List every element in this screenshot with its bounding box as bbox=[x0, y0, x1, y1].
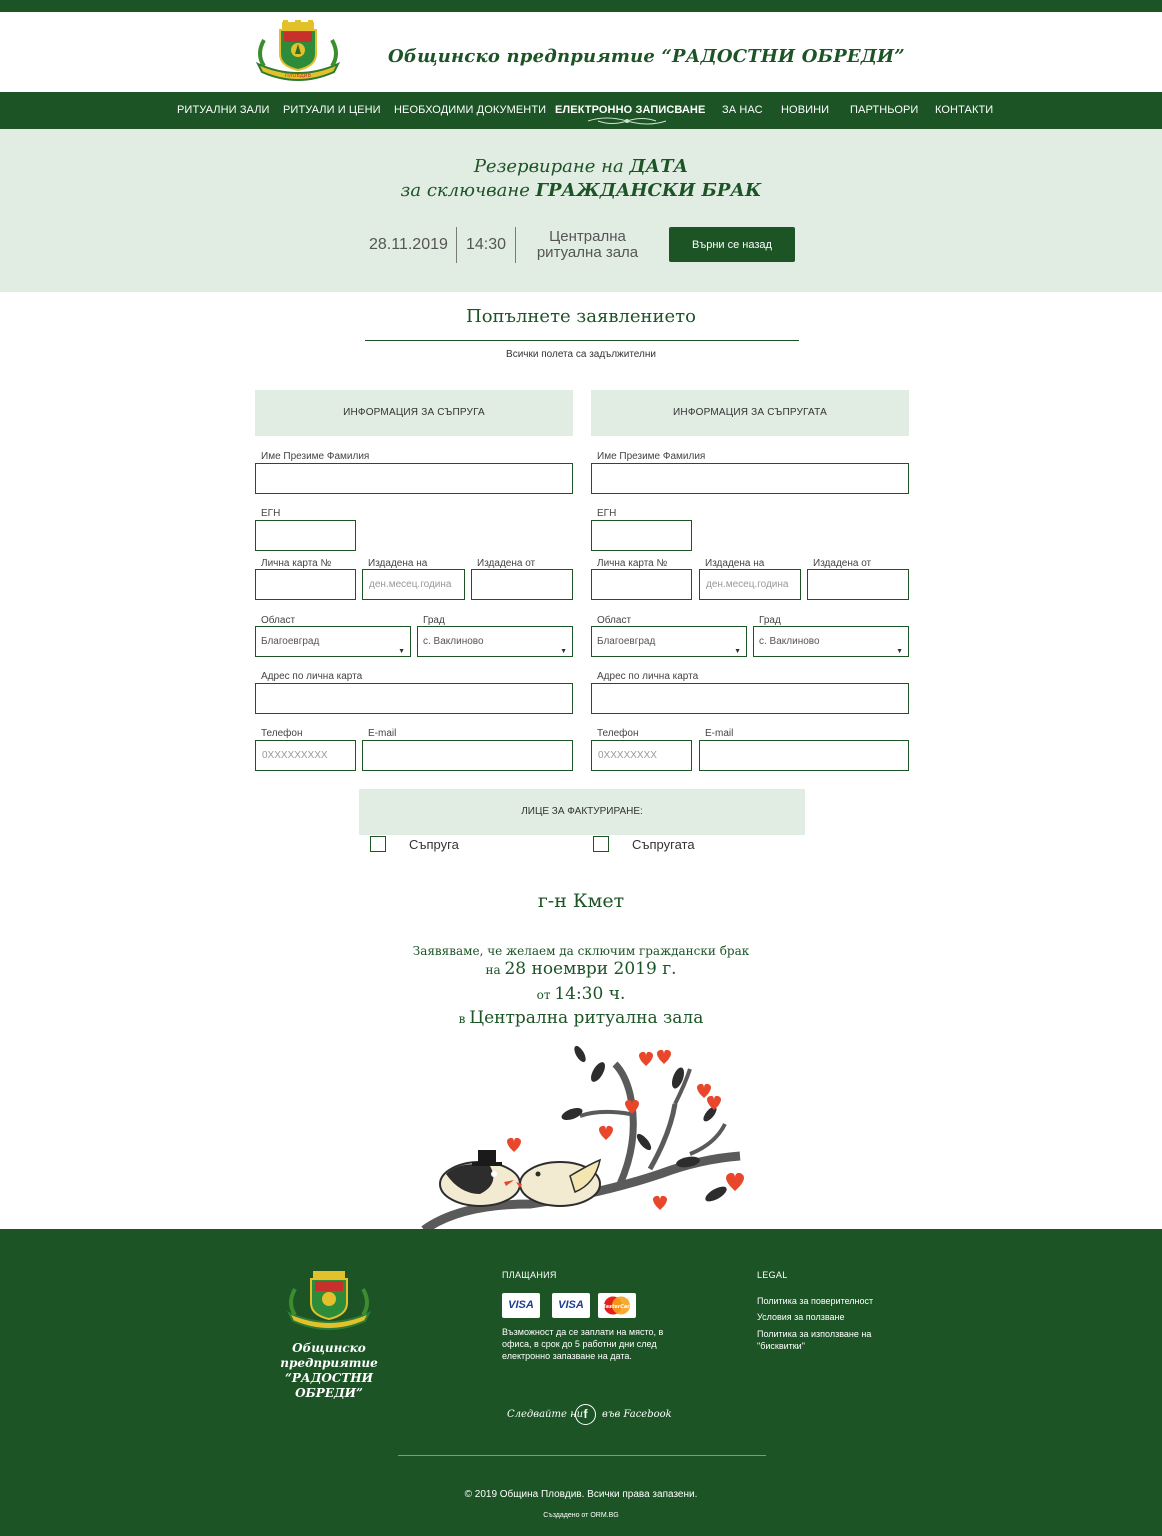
groom-id-label: Лична карта № bbox=[261, 558, 332, 569]
declaration-line-1: Заявяваме, че желаем да сключим граждански брак bbox=[412, 944, 750, 958]
groom-email-input[interactable] bbox=[362, 740, 573, 771]
nav-item-contacts[interactable]: КОНТАКТИ bbox=[935, 104, 994, 116]
mastercard-logo-icon bbox=[598, 1293, 636, 1318]
bride-egn-label: ЕГН bbox=[597, 508, 617, 519]
bride-email-input[interactable] bbox=[699, 740, 909, 771]
bride-issued-on-label: Издадена на bbox=[705, 558, 765, 569]
chevron-down-icon: ▼ bbox=[734, 648, 741, 655]
groom-issued-on-label: Издадена на bbox=[368, 558, 428, 569]
payments-heading: ПЛАЩАНИЯ bbox=[502, 1270, 557, 1280]
bride-egn-input[interactable] bbox=[591, 520, 692, 551]
cookie-policy-link[interactable]: Политика за използване на "бисквитки" bbox=[757, 1329, 872, 1351]
hero-line-2: за сключване ГРАЖДАНСКИ БРАК bbox=[400, 180, 762, 201]
love-birds-illustration bbox=[420, 1044, 760, 1230]
groom-phone-input[interactable] bbox=[255, 740, 356, 771]
visa-electron-card-icon: VISA bbox=[552, 1293, 590, 1318]
billing-groom-checkbox[interactable] bbox=[370, 836, 386, 852]
nav-item-e-registration[interactable]: ЕЛЕКТРОННО ЗАПИСВАНЕ bbox=[555, 104, 706, 116]
nav-item-rituals-prices[interactable]: РИТУАЛИ И ЦЕНИ bbox=[283, 104, 381, 116]
bride-phone-input[interactable] bbox=[591, 740, 692, 771]
coat-of-arms-logo[interactable] bbox=[254, 20, 342, 82]
groom-city-select[interactable]: с. Ваклиново ▼ bbox=[417, 626, 573, 657]
top-strip bbox=[0, 0, 1162, 12]
billing-bride-label: Съпругата bbox=[632, 837, 695, 852]
reservation-hall: Централна ритуална зала bbox=[536, 228, 639, 261]
terms-link[interactable]: Условия за ползване bbox=[757, 1312, 845, 1322]
groom-email-label: E-mail bbox=[368, 728, 397, 739]
bride-city-label: Град bbox=[759, 615, 781, 626]
legal-heading: LEGAL bbox=[757, 1270, 788, 1280]
billing-bride-checkbox[interactable] bbox=[593, 836, 609, 852]
reservation-date: 28.11.2019 bbox=[369, 236, 448, 253]
bride-city-select[interactable]: с. Ваклиново ▼ bbox=[753, 626, 909, 657]
groom-region-select[interactable]: Благоевград ▼ bbox=[255, 626, 411, 657]
payments-text: Възможност да се заплати на място, в офиса, в срок до 5 работни дни след електронно запазване на дата. bbox=[502, 1327, 664, 1361]
active-flourish-icon bbox=[586, 114, 668, 128]
site-header bbox=[0, 12, 1162, 92]
required-note: Всички полета са задължителни bbox=[506, 349, 656, 360]
declaration-hall: в Централна ритуална зала bbox=[458, 1008, 704, 1028]
hero-line-1: Резервиране на ДАТА bbox=[473, 156, 689, 177]
addressee: г-н Кмет bbox=[537, 890, 625, 912]
groom-egn-input[interactable] bbox=[255, 520, 356, 551]
nav-item-partners[interactable]: ПАРТНЬОРИ bbox=[850, 104, 919, 116]
bride-section-heading: ИНФОРМАЦИЯ ЗА СЪПРУГАТА bbox=[591, 390, 909, 436]
billing-heading: ЛИЦЕ ЗА ФАКТУРИРАНЕ: bbox=[359, 789, 805, 835]
reservation-summary bbox=[0, 129, 1162, 292]
follow-facebook-text[interactable]: във Facebook bbox=[602, 1409, 672, 1420]
groom-section-heading: ИНФОРМАЦИЯ ЗА СЪПРУГА bbox=[255, 390, 573, 436]
chevron-down-icon: ▼ bbox=[560, 648, 567, 655]
groom-region-label: Област bbox=[261, 615, 296, 626]
footer-divider bbox=[398, 1455, 766, 1456]
copyright: © 2019 Община Пловдив. Всички права запазени. bbox=[464, 1489, 698, 1500]
groom-issued-on-input[interactable] bbox=[362, 569, 465, 600]
form-title: Попълнете заявлението bbox=[466, 306, 696, 327]
groom-id-input[interactable] bbox=[255, 569, 356, 600]
privacy-policy-link[interactable]: Политика за поверителност bbox=[757, 1296, 874, 1306]
bride-address-label: Адрес по лична карта bbox=[597, 671, 699, 682]
bride-id-label: Лична карта № bbox=[597, 558, 668, 569]
follow-text: Следвайте ни bbox=[507, 1409, 584, 1420]
made-by-link[interactable]: Създадено от ORM.BG bbox=[543, 1512, 619, 1519]
bride-id-input[interactable] bbox=[591, 569, 692, 600]
bride-issued-by-input[interactable] bbox=[807, 569, 909, 600]
nav-item-news[interactable]: НОВИНИ bbox=[781, 104, 830, 116]
main-nav bbox=[0, 92, 1162, 129]
mastercard-icon bbox=[598, 1293, 636, 1318]
org-title: Общинско предприятие “РАДОСТНИ ОБРЕДИ” bbox=[388, 46, 905, 67]
groom-name-input[interactable] bbox=[255, 463, 573, 494]
bride-address-input[interactable] bbox=[591, 683, 909, 714]
groom-name-label: Име Презиме Фамилия bbox=[261, 451, 370, 462]
declaration-date: на 28 ноември 2019 г. bbox=[485, 959, 677, 979]
title-underline bbox=[365, 340, 799, 341]
groom-issued-by-input[interactable] bbox=[471, 569, 573, 600]
svg-text:ПЛОВДИВ: ПЛОВДИВ bbox=[285, 73, 311, 79]
billing-groom-label: Съпруга bbox=[409, 837, 459, 852]
declaration-time: от 14:30 ч. bbox=[536, 984, 626, 1004]
groom-city-label: Град bbox=[423, 615, 445, 626]
bride-issued-on-input[interactable] bbox=[699, 569, 801, 600]
svg-text:MasterCard: MasterCard bbox=[600, 1304, 634, 1310]
bride-name-label: Име Презиме Фамилия bbox=[597, 451, 706, 462]
chevron-down-icon: ▼ bbox=[398, 648, 405, 655]
site-footer bbox=[0, 1229, 1162, 1536]
coat-of-arms-logo[interactable] bbox=[285, 1269, 373, 1331]
chevron-down-icon: ▼ bbox=[896, 648, 903, 655]
back-button[interactable]: Върни се назад bbox=[669, 227, 795, 262]
visa-card-icon: VISA bbox=[502, 1293, 540, 1318]
bride-name-input[interactable] bbox=[591, 463, 909, 494]
bride-email-label: E-mail bbox=[705, 728, 734, 739]
divider bbox=[456, 227, 457, 263]
groom-issued-by-label: Издадена от bbox=[477, 558, 536, 569]
groom-address-label: Адрес по лична карта bbox=[261, 671, 363, 682]
groom-egn-label: ЕГН bbox=[261, 508, 281, 519]
divider bbox=[515, 227, 516, 263]
facebook-icon[interactable]: f bbox=[575, 1404, 596, 1425]
nav-item-documents[interactable]: НЕОБХОДИМИ ДОКУМЕНТИ bbox=[394, 104, 547, 116]
bride-region-select[interactable]: Благоевград ▼ bbox=[591, 626, 747, 657]
bride-region-label: Област bbox=[597, 615, 632, 626]
groom-phone-label: Телефон bbox=[261, 728, 303, 739]
groom-address-input[interactable] bbox=[255, 683, 573, 714]
bride-issued-by-label: Издадена от bbox=[813, 558, 872, 569]
footer-org-name: Общинско предприятие “РАДОСТНИ ОБРЕДИ” bbox=[280, 1341, 378, 1400]
reservation-time: 14:30 bbox=[466, 236, 507, 253]
nav-item-ritual-halls[interactable]: РИТУАЛНИ ЗАЛИ bbox=[177, 104, 270, 116]
nav-item-about[interactable]: ЗА НАС bbox=[722, 104, 763, 116]
bride-phone-label: Телефон bbox=[597, 728, 639, 739]
